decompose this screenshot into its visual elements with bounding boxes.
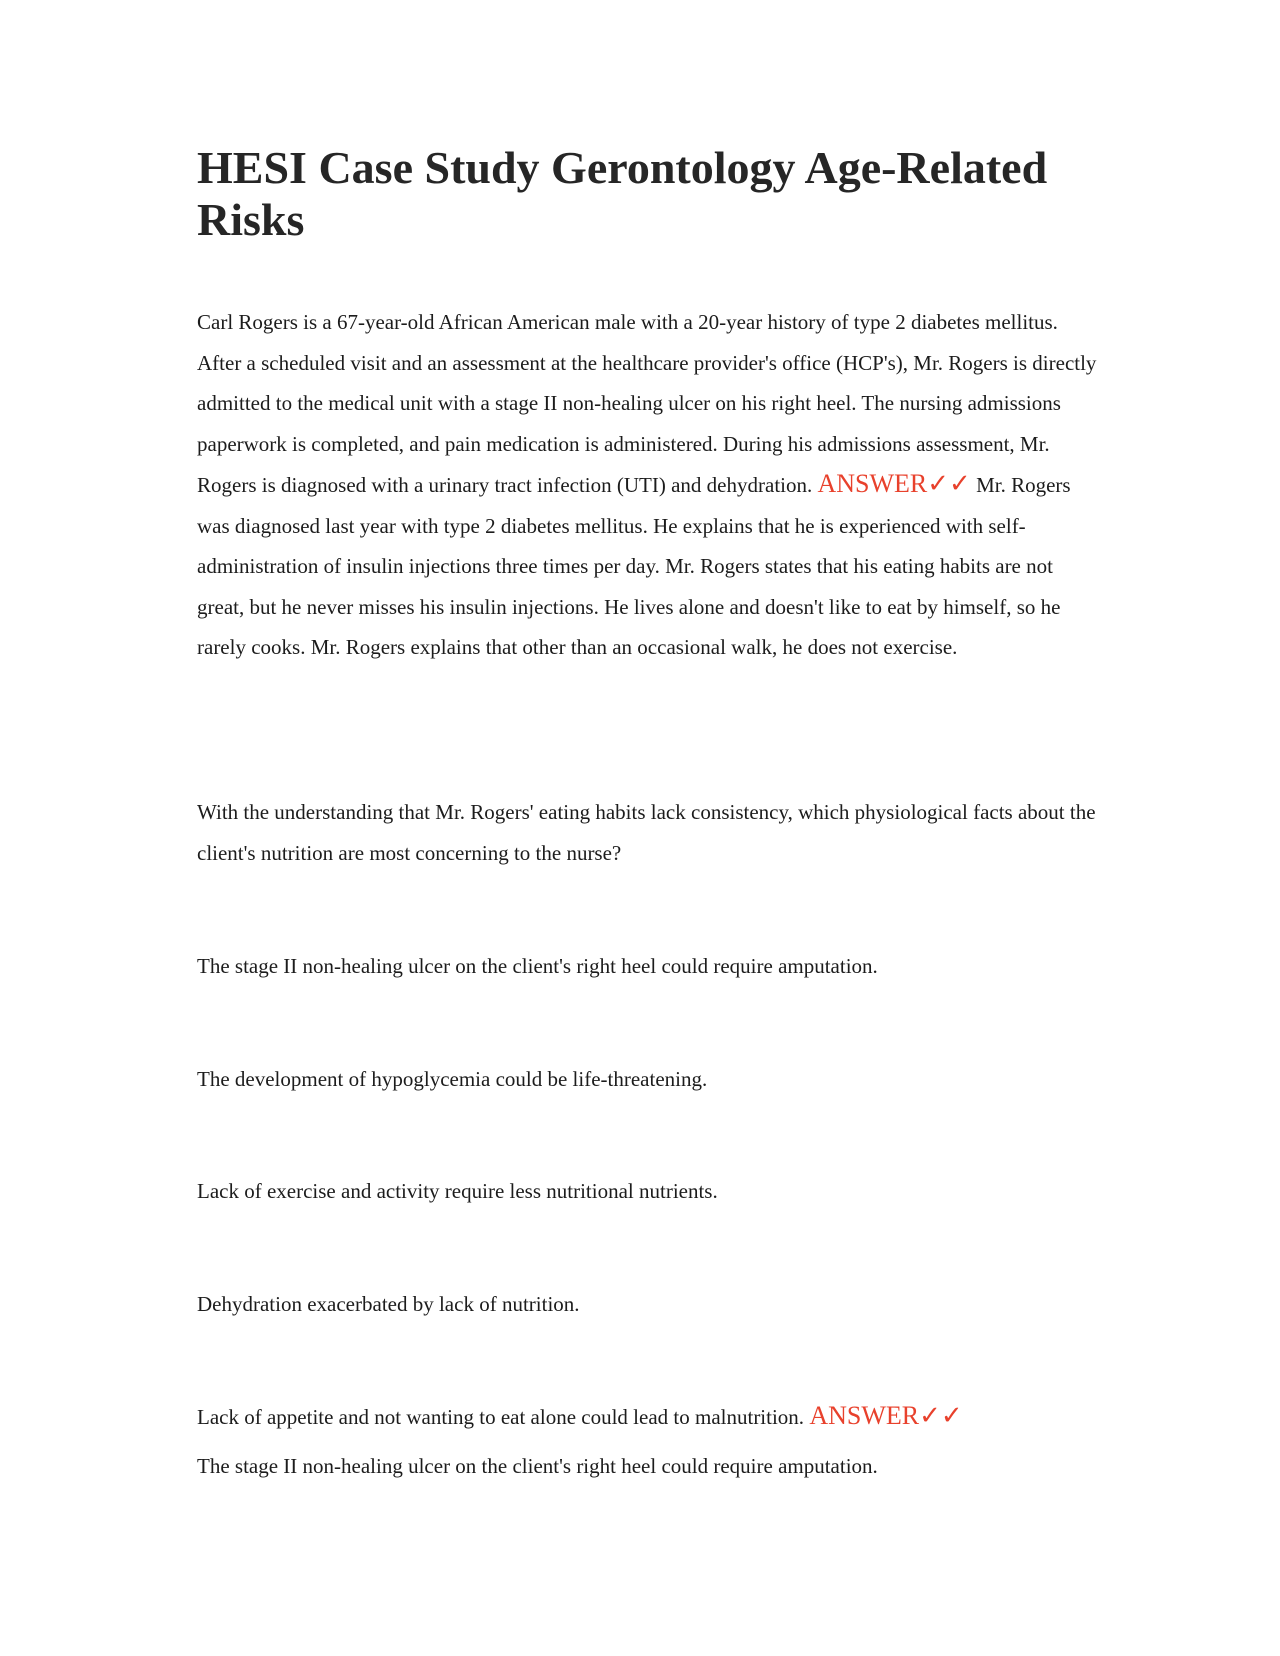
question-text: With the understanding that Mr. Rogers' eating habits lack consistency, which physiological facts about the client's nutrition are most concerning to the nurse? [197,800,1096,865]
final-answer-label: ANSWER✓✓ [809,1401,963,1430]
case-intro-paragraph [197,302,1097,668]
answer-option-3: Lack of exercise and activity require less nutritional nutrients. [197,1179,718,1203]
answer-option-4: Dehydration exacerbated by lack of nutrition. [197,1292,580,1316]
answer-label: ANSWER✓✓ [817,469,971,498]
answer-option-5-text: Lack of appetite and not wanting to eat alone could lead to malnutrition. [197,1405,805,1429]
answer-option-5 [197,1402,963,1431]
intro-text-after-answer: Mr. Rogers was diagnosed last year with type 2 diabetes mellitus. He explains that he is experienced with self-administration of insulin injections three times per day. Mr. Rogers states that his eating habits are not great, but he never misses his insulin injections. He lives alone and doesn't like to eat by himself, so he rarely cooks. Mr. Rogers explains that other than an occasional walk, he does not exercise. [197,473,1071,659]
document-title: HESI Case Study Gerontology Age-Related Risks [197,142,1048,245]
answer-option-2: The development of hypoglycemia could be life-threatening. [197,1067,708,1091]
answer-option-1: The stage II non-healing ulcer on the client's right heel could require amputation. [197,954,878,978]
intro-text-before-answer: Carl Rogers is a 67-year-old African American male with a 20-year history of type 2 diabetes mellitus. After a scheduled visit and an assessment at the healthcare provider's office (HCP's), Mr. Rogers is directly admitted to the medical unit with a stage II non-healing ulcer on his right heel. The nursing admissions paperwork is completed, and pain medication is administered. During his admissions assessment, Mr. Rogers is diagnosed with a urinary tract infection (UTI) and dehydration. [197,310,1097,497]
final-answer-text: The stage II non-healing ulcer on the client's right heel could require amputation. [197,1454,878,1478]
